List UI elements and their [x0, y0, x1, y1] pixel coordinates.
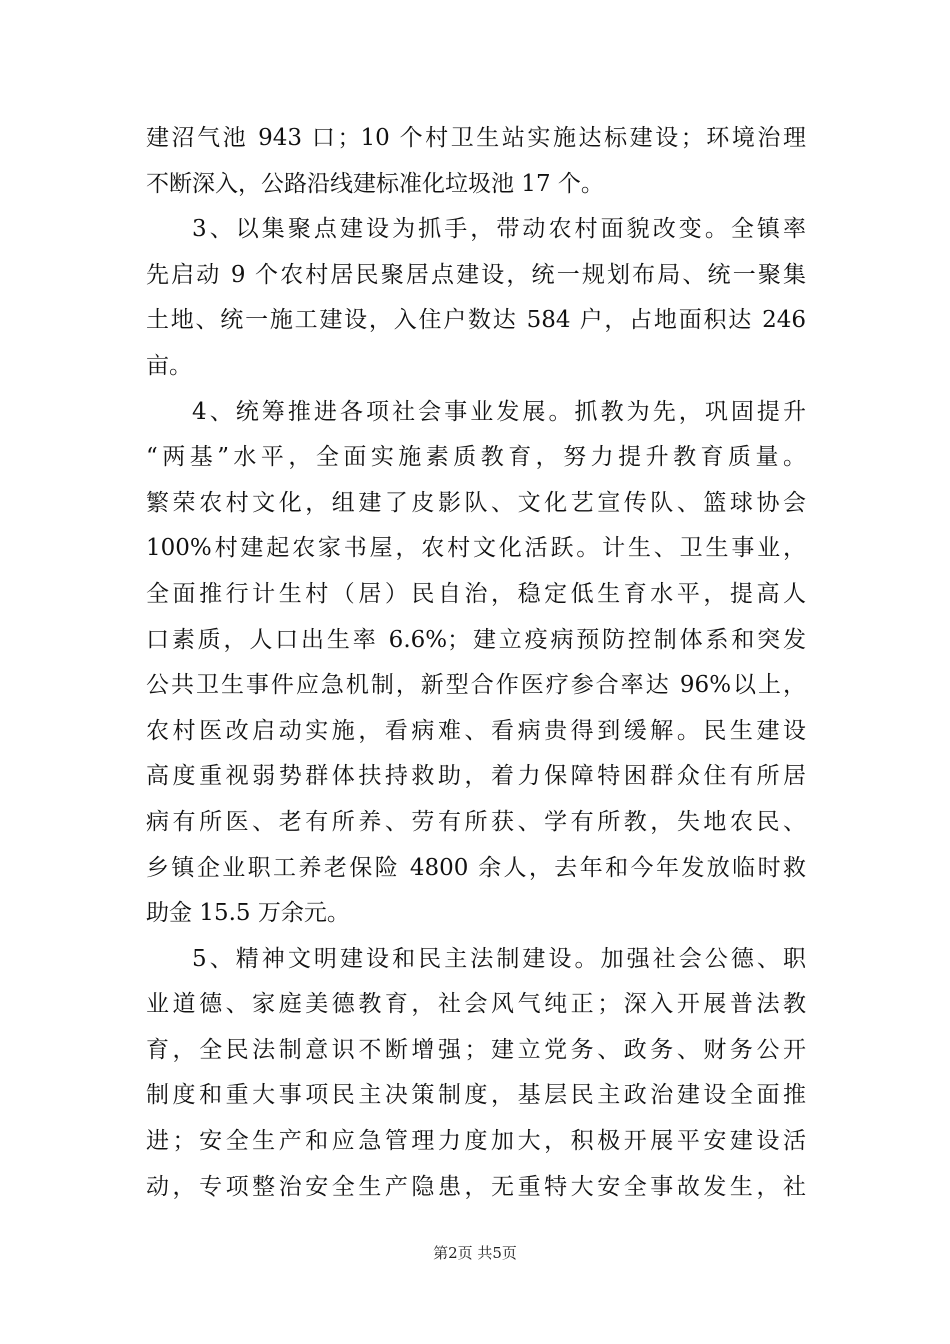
text-line: 亩。 [146, 352, 192, 379]
text-line: 制度和重大事项民主决策制度，基层民主政治建设全面推 [146, 1082, 806, 1109]
page-indicator: 第2页 共5页 [433, 1244, 517, 1262]
text-line: 育，全民法制意识不断增强；建立党务、政务、财务公开 [146, 1036, 806, 1063]
text-line: 动，专项整治安全生产隐患，无重特大安全事故发生，社 [146, 1173, 806, 1200]
text-line: 繁荣农村文化，组建了皮影队、文化艺宣传队、篮球协会 [146, 489, 806, 516]
text-line: 口素质，人口出生率 6.6%；建立疫病预防控制体系和突发 [146, 626, 806, 653]
text-line: 助金 15.5 万余元。 [146, 900, 350, 927]
text-line: 公共卫生事件应急机制，新型合作医疗参合率达 96%以上， [146, 672, 806, 699]
text-line: 不断深入，公路沿线建标准化垃圾池 17 个。 [146, 170, 604, 197]
text-line: 病有所医、老有所养、劳有所获、学有所教，失地农民、 [146, 808, 806, 835]
text-line: 3、以集聚点建设为抓手，带动农村面貌改变。全镇率 [192, 216, 806, 243]
text-line: 业道德、家庭美德教育，社会风气纯正；深入开展普法教 [146, 991, 806, 1018]
text-line: 4、统筹推进各项社会事业发展。抓教为先，巩固提升 [192, 398, 806, 425]
text-line: 高度重视弱势群体扶持救助，着力保障特困群众住有所居 [146, 763, 806, 790]
text-line: 进；安全生产和应急管理力度加大，积极开展平安建设活 [146, 1128, 806, 1155]
text-line: 5、精神文明建设和民主法制建设。加强社会公德、职 [192, 945, 806, 972]
document-body [146, 116, 806, 1210]
text-line: 全面推行计生村（居）民自治，稳定低生育水平，提高人 [146, 580, 806, 607]
text-line: 先启动 9 个农村居民聚居点建设，统一规划布局、统一聚集 [146, 261, 806, 288]
text-line: 土地、统一施工建设，入住户数达 584 户，占地面积达 246 [146, 307, 806, 334]
text-line: “两基”水平，全面实施素质教育，努力提升教育质量。 [146, 444, 806, 471]
text-line: 建沼气池 943 口；10 个村卫生站实施达标建设；环境治理 [146, 125, 806, 151]
text-line: 农村医改启动实施，看病难、看病贵得到缓解。民生建设 [146, 717, 806, 744]
text-line: 100%村建起农家书屋，农村文化活跃。计生、卫生事业， [146, 535, 806, 562]
text-line: 乡镇企业职工养老保险 4800 余人，去年和今年发放临时救 [146, 854, 806, 881]
